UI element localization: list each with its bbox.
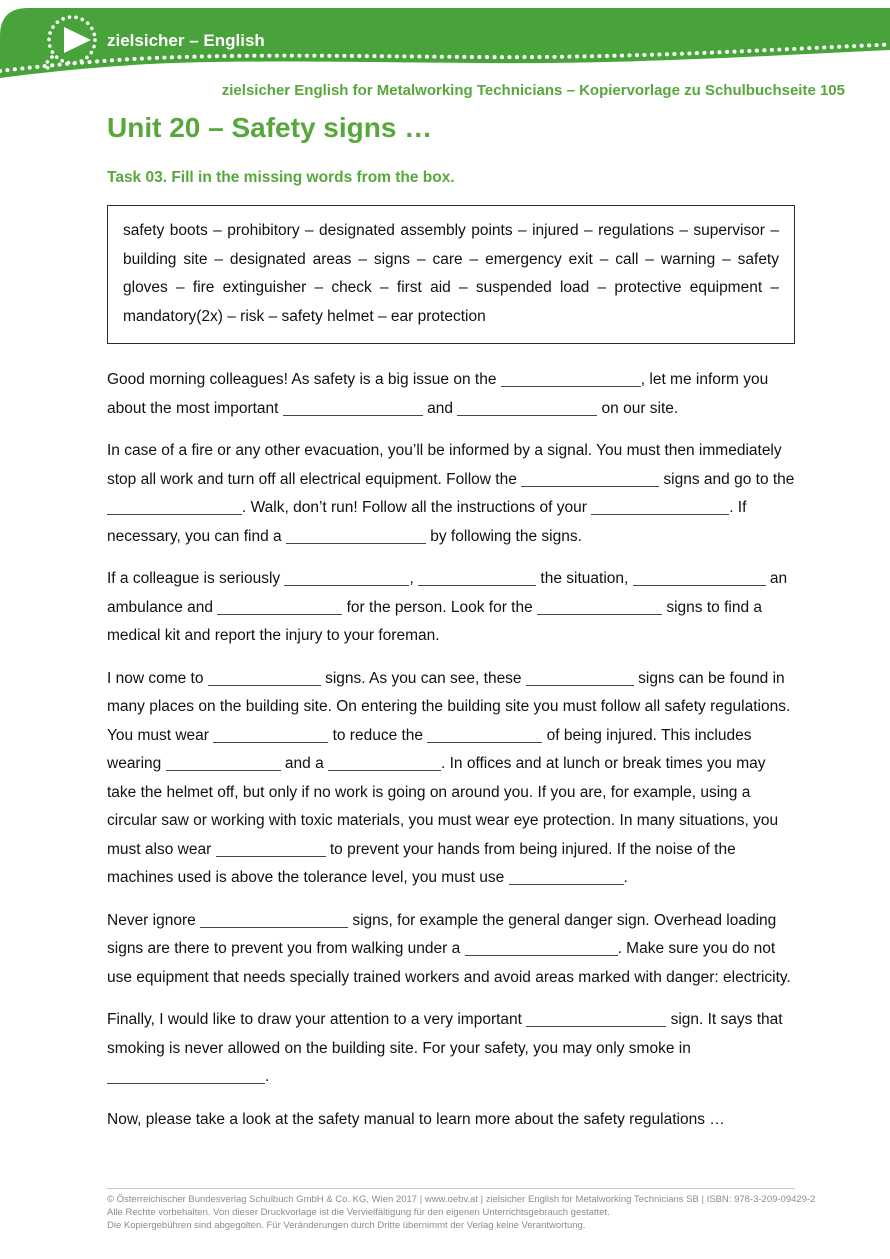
paragraph: Never ignore signs, for example the general danger sign. Overhead loading signs are there to prevent you from walking under a . Make sure you do not use equipment that needs specially trained workers and avoid areas marked with danger: electricity.: [107, 911, 791, 986]
paragraph: In case of a fire or any other evacuation, you’ll be informed by a signal. You must then immediately stop all work and turn off all electrical equipment. Follow the signs and go to the . Walk, don’t run! Follow all the instructions of your . If necessary, you can find a by following the signs.: [107, 442, 795, 545]
blank-field: [283, 403, 423, 416]
paragraph: Good morning colleagues! As safety is a big issue on the , let me inform you about the most important and on our site.: [107, 371, 769, 417]
blank-field: [526, 1014, 666, 1027]
worksheet-body: [107, 366, 795, 1148]
page-title: Unit 20 – Safety signs …: [107, 112, 433, 143]
blank-field: [166, 758, 281, 771]
blank-field: [286, 531, 426, 544]
blank-field: [537, 602, 662, 615]
page-subtitle: zielsicher English for Metalworking Technicians – Kopiervorlage zu Schulbuchseite 105: [221, 82, 845, 99]
header-banner: [0, 0, 890, 88]
logo-text: zielsicher – English: [107, 31, 265, 50]
footer-line: Alle Rechte vorbehalten. Von dieser Druckvorlage ist die Vervielfältigung für den eigenen Unterrichtsgebrauch gestattet.: [107, 1207, 610, 1218]
blank-field: [465, 943, 618, 956]
footer-line: © Österreichischer Bundesverlag Schulbuch GmbH & Co. KG, Wien 2017 | www.oebv.at | zielsicher English for Metalworking Technicians SB | ISBN: 978-3-209-09429-2: [107, 1194, 816, 1205]
blank-field: [328, 758, 441, 771]
paragraph: I now come to signs. As you can see, these signs can be found in many places on the building site. On entering the building site you must follow all safety regulations. You must wear to reduce the of being injured. This includes wearing and a . In offices and at lunch or break times you may take the helmet off, but only if no work is going on around you. If you are, for example, using a circular saw or working with toxic materials, you must wear eye protection. In many situations, you must also wear to prevent your hands from being injured. If the noise of the machines used is above the tolerance level, you must use .: [107, 669, 791, 886]
blank-field: [509, 872, 624, 885]
blank-field: [501, 374, 641, 387]
paragraph: Now, please take a look at the safety manual to learn more about the safety regulations …: [107, 1110, 725, 1128]
paragraph: Finally, I would like to draw your attention to a very important sign. It says that smoking is never allowed on the building site. For your safety, you may only smoke in .: [107, 1011, 783, 1085]
blank-field: [107, 1071, 265, 1084]
word-box: safety boots – prohibitory – designated assembly points – injured – regulations – supervisor – building site – designated areas – signs – care – emergency exit – call – warning – safety gloves – fire extinguisher – check – first aid – suspended load – protective equipment – mandatory(2x) – risk – safety helmet – ear protection: [107, 205, 795, 344]
blank-field: [217, 602, 342, 615]
blank-field: [216, 844, 326, 857]
blank-field: [107, 502, 242, 515]
blank-field: [200, 915, 348, 928]
blank-field: [213, 730, 328, 743]
blank-field: [521, 474, 659, 487]
footer-divider: [107, 1188, 795, 1189]
paragraph: If a colleague is seriously , the situation, an ambulance and for the person. Look for the signs to find a medical kit and report the injury to your foreman.: [107, 570, 788, 644]
blank-field: [427, 730, 542, 743]
blank-field: [526, 673, 634, 686]
blank-field: [418, 573, 536, 586]
footer-line: Die Kopiergebühren sind abgegolten. Für Veränderungen durch Dritte übernimmt der Verlag keine Verantwortung.: [107, 1220, 586, 1231]
blank-field: [284, 573, 409, 586]
blank-field: [208, 673, 321, 686]
blank-field: [591, 502, 729, 515]
blank-field: [633, 573, 766, 586]
footer: [107, 1193, 827, 1232]
task-instruction: Task 03. Fill in the missing words from the box.: [107, 169, 455, 186]
blank-field: [457, 403, 597, 416]
